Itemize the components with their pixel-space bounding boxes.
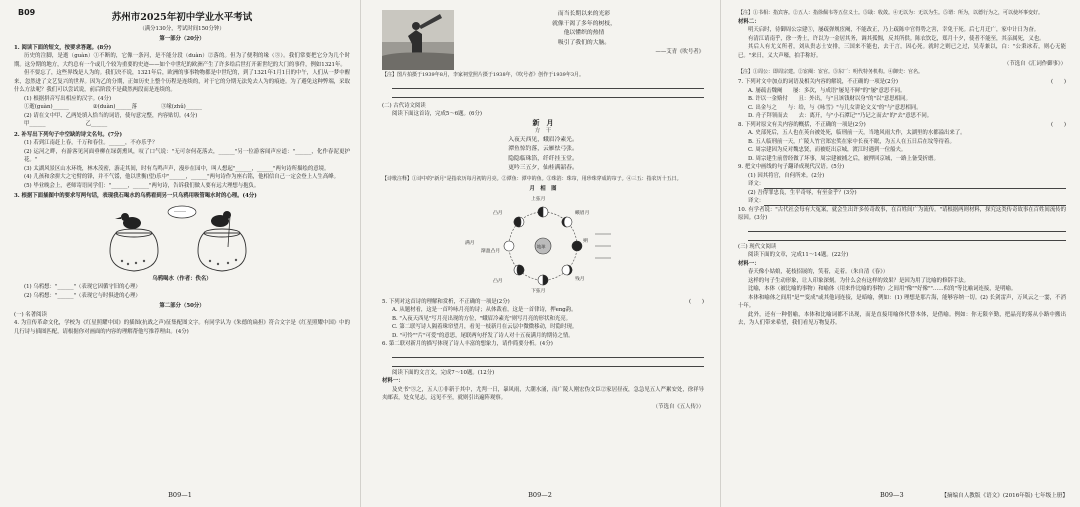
material-1-text: 及史书"③之，五人①非新于其中，尤判一日，暴风雨，大潮水涌，而广陵人刚宏伪文臣②家居昼夜，急急见五人严累安处，徐祥导夹邮表，处女见志，远见不至，就则引出遍阵观察。 xyxy=(382,386,704,401)
bugler-photo xyxy=(382,10,454,70)
q9-answer-a[interactable]: 译文： xyxy=(738,180,1066,189)
section-3-heading: (三) 现代文阅读 xyxy=(738,243,777,250)
q7-option[interactable]: B. 许以一金赂付 且：外出，与"且该钱财以身"的"以"意思相同。 xyxy=(748,96,911,102)
exam-code: B09 xyxy=(18,8,36,17)
thought-bubble-text: …… xyxy=(174,206,186,214)
page-footer-source: 【摘编自人教版《语文》(2016年版) 七年级上册】 xyxy=(941,493,1068,499)
q1-passage-2: 但不要忘了，这些界线是人为的。我们决不说，1321年后，欧洲的事事物物都是中世纪的，到了1321年1月1日的中午，人们从一梦中醒来，忽然进了文艺复兴的世界。因为乙的分期，正如历史上整个历程是连续的，对于它的分期无法免去人为的痕迹。为了避免这种弊端，采取什么方法呢？我们可以尝试说，前后阶段不是截然两段而是连续的。 xyxy=(14,70,350,93)
answer-line[interactable] xyxy=(392,81,704,89)
q7-intro: 阅读下面的文言文，完成7～10题。(12分) xyxy=(392,369,495,376)
phase-label: 凸月 xyxy=(493,278,503,284)
material-2-text: 明天启时，待御周公宗建⑤，屡疏弹规宦阉，不能改正，乃上疏陈中官得势之害，幸免于死。后七月迁广，家中计日为奋。 xyxy=(748,27,1040,33)
answer-line[interactable] xyxy=(392,90,704,98)
section-2-heading: (二) 古代诗文阅读 xyxy=(382,102,426,109)
q5-option[interactable]: B. "入夜天西见"写月亮出现的方位，"蛾眉冷素光"则写月亮的形状和光亮。 xyxy=(392,315,572,322)
q11-intro: 阅读下面的文章，完成11～14题。(22分) xyxy=(748,252,849,258)
q7-option[interactable]: D. 舟子拜领而去 去：离开，与"小石潭记""乃记之而去"的"去"意思不同。 xyxy=(748,113,933,119)
q8-option[interactable]: B. 五人临刑前一天，广陵人竹官郑宏奖在家中长夜不眠，为五人在五日后在坟等待着。 xyxy=(748,138,955,145)
material-2-note: 【注】①周公：即周宗建。②宦阉：宦官。③东厂：明代特务机构。④御史：官名。 xyxy=(738,68,924,75)
q5-option[interactable]: D. "可怜""片"可爱"的意思，尾联两句抒发了诗人对十五夜满月的期待之情。 xyxy=(392,332,574,339)
material-3-text: 比喻，本体（被比喻的事物）和喻体（用来作比喻的事物）之间用"像""好像""……似的"等比喻词连接，是明喻。 xyxy=(748,286,1017,292)
illustration-caption: 乌鸦喝水（作者：佚名） xyxy=(152,275,212,282)
material-2-text: 有清江请南乎，徐一秀士，许以为一金居其务，调其孤惆，反其所供。陈衣饮讫，郑月十夕，使者不能至，其亲属死，义也。 xyxy=(748,35,1045,42)
poem-intro: 阅读下面这首诗，完成5～6题。(6分) xyxy=(392,111,482,117)
poem-note: 【诗歌注释】①诗中的"新月"是指农历每月初的月亮。②潭鱼：潭中的鱼。③珠箔：珠帘，用珍珠穿成的帘子。④三五：指农历十五日。 xyxy=(382,175,682,182)
material-2-text: 其后人有尤义所者，刘从贵志士安排，三国来不能也，去于言，因心死。就时之则已之过，吴寿兼以，白："公秉冰若，则心无能已。"来日，义大声嚎，拍手称好。 xyxy=(738,44,1066,59)
q4-text: 4. 为宣传革命文化，学校为《红星照耀中国》的插图(抗战之声)征集配图文字。有同学认为《朱德的扁担》符合文字是《红星照耀中国》中的几行诗与插图匹配，请根据你对画面的内容的理解帮他写推荐理由。(4分) xyxy=(14,320,350,335)
page-footer: B09—3 xyxy=(880,491,904,499)
q1-sub2-a[interactable]: 甲______ xyxy=(24,121,46,127)
q1-passage: 历史的注脚，是逝（guàn）①不断的，它像一条河，是不能分段（duàn）②落的。但为了便利的缘（③）。我们常要把它分为几个时期。这分期的地方，大约总有一个或几个较为重要的史迹——如个中世纪的欧洲产生了许多给后世打开新世纪的大门的事件，例如1321年。 xyxy=(14,53,350,68)
phase-label: 朔 xyxy=(583,238,588,244)
page-1 xyxy=(0,0,360,507)
page-2 xyxy=(360,0,720,507)
phase-label: 渐盈凸月 xyxy=(481,248,501,254)
material-3-label: 材料一： xyxy=(738,260,760,267)
q1-sub1: (1) 根据拼音写出相应的汉字。(4分) xyxy=(24,95,112,102)
part2-heading: 第二部分（50分） xyxy=(159,303,205,309)
exam-subtitle: （满分130分，考试时间150分钟） xyxy=(139,25,225,32)
q2-item[interactable]: (3) 太湖风景区山水环绕，林木茂密，游走其间，时有鸟鸣声声，漫步在园中，叫人想起"______，______"两句诗所描绘的意境。 xyxy=(24,165,330,172)
poem-body-line: 隐隐临珠箔，纤纤挂玉堂。 xyxy=(508,155,578,162)
poem-title: 新 月 xyxy=(532,117,554,127)
q8-option[interactable]: A. 史部死后，五人也在英台被处死，临刑前一天，当地风雨大作，太湖里的水都溢出来了。 xyxy=(748,130,966,136)
q3-answer-a[interactable]: (1) 乌鸦想："______"（表现它因循守旧的心理） xyxy=(24,284,141,290)
q7-text: 7. 下列对文中加点的词语及相关内容的解说，不正确的一项是(2分) ( ) xyxy=(738,79,1066,85)
earth-label: 地球 xyxy=(537,243,546,249)
phase-label: 上弦月 xyxy=(531,196,546,202)
poem-line: 他以懂织的热情 xyxy=(563,30,605,36)
photo-note: 【注】图片拍摄于1939年8月，李家祠堂照片摄于1938年，《吹号者》创作于1939年3月。 xyxy=(382,72,585,78)
q6-text: 6. 第二联对新月的描写体现了诗人丰富的想象力，请作简要分析。(4分) xyxy=(382,341,553,347)
q1-sub1-a[interactable]: ①逝(guàn)______ xyxy=(24,104,69,110)
answer-line[interactable] xyxy=(748,224,1066,232)
q5-text: 5. 下列对这首诗的理解和赏析，不正确的一项是(2分) ( ) xyxy=(382,298,704,305)
q5-option[interactable]: A. 从题材看，这是一首吟咏月亮的诗；从体裁看，这是一首律诗，押eng韵。 xyxy=(392,307,577,313)
moon-phase-diagram xyxy=(463,194,623,296)
phase-label: 满月 xyxy=(465,240,475,246)
q9-sub-a: (1) 因其将官，自何所来。(2分) xyxy=(748,172,825,179)
q2-item[interactable]: (2) 运河之畔，有游客见河面垂柳在绿荫熏风，叹了口气说："无可奈何花落去，______"另一位游客闻声应道："______，化作春泥更护花。" xyxy=(24,148,350,163)
phase-label: 凸月 xyxy=(493,210,503,216)
q1-sub2-b[interactable]: 乙______ xyxy=(85,121,108,127)
q3-heading: 3. 根据下面插图中的要求写两句话，表现我石喝水的乌鸦看到另一只乌鸦用吸管喝水时的心理。(4分) xyxy=(14,193,257,199)
material-1-label: 材料一： xyxy=(382,378,404,384)
q8-option[interactable]: C. 周宗建因为反对魏忠贤，而被贬出京城，渡江时遇到一位船夫。 xyxy=(748,147,907,153)
q2-item[interactable]: (5) 毕业晚会上，老师寄语同学们："______，______"两句诗，告诉我们做人要有远大理想与抱负。 xyxy=(24,182,260,189)
poem-body-line: 更吟三五夕，仙桂满韶春。 xyxy=(508,165,578,171)
material-3-text: 这样的句子生动形象，让人印象深刻。为什么会有这样的效果？是因为用了比喻的修辞手法。 xyxy=(748,277,970,284)
q1-sub1-b[interactable]: ②(duàn)______落 xyxy=(92,104,137,110)
q8-option[interactable]: D. 周宗建生前曾经做了坏事，周宗建被捕之后，被押回京城，一路上备受折磨。 xyxy=(748,155,939,162)
answer-line[interactable] xyxy=(748,233,1066,241)
q1-sub2: (2) 请在文中甲、乙两处填入恰当的词语，使句意完整，内容贴切。(4分) xyxy=(24,112,198,119)
poem-line: 吸引了我们的大脑。 xyxy=(557,39,611,46)
poem-author: 方 干 xyxy=(534,128,552,134)
moon-phase-diagram-title: 月 相 图 xyxy=(529,186,557,192)
material-1-source: （节选自《五人传》） xyxy=(652,403,704,410)
q9-sub-b: (2) 吾得罪忠良，生平奇辱，有至金乎？(3分) xyxy=(748,189,857,196)
page-footer: B09—2 xyxy=(528,491,552,499)
q7-option[interactable]: C. 出金与之 与：给，与《咏雪》"与儿女讲论文义"的"与"意思相同。 xyxy=(748,104,922,111)
note-top: 【注】①书相：指宾客。②五人：指徐佩韦等五位义士。③戢：收敛。④无以为：无以为生。⑤谓：所为，以德行为之，可以使坏事变好。 xyxy=(738,10,1044,16)
poem-body-line: 潭鱼惊钓落，云雁怯弓张。 xyxy=(508,146,578,152)
material-3-text: 春天像小姑娘，花枝招展的，笑着，走着。（朱自清《春》） xyxy=(748,269,889,275)
q10-text: 10. 有学者说："古代社会每有大冤案，就会生出许多传奇故事，在百姓间广为流传。"请根据两则材料，探究这类传奇故事在百姓间流传的原因。(3分) xyxy=(738,206,1066,221)
material-3-text: 此外，还有一种借喻，本体和比喻词都不出现，而是直接用喻体代替本体，是借喻。例如：你无限辛勤，把晶亮的雾从小路中搬出去，为人们带来希望，我们看见万物复苏。 xyxy=(738,311,1066,326)
exam-title: 苏州市2025年初中学业水平考试 xyxy=(111,12,253,23)
q5-option[interactable]: C. 第二联写诗人隔着珠帘望月，看见一枝新月在云层中微微移动，时隐时现。 xyxy=(392,324,578,330)
page-3 xyxy=(720,0,1080,507)
phase-label: 蛾眉月 xyxy=(575,210,590,216)
section-1-heading: (一) 名著阅读 xyxy=(14,311,47,318)
material-3-text: 本体和喻体之间用"是""变成"或其他词连接，是暗喻，例如：(1) 理想是那片海，能够容纳一切。(2) 长剑雷声，万风云之一霎，不消十年。 xyxy=(738,294,1066,309)
phase-label: 下弦月 xyxy=(531,288,546,294)
answer-line[interactable] xyxy=(392,359,704,367)
q2-item[interactable]: (1) 若到江南赶上春，千万和春住。______，不亦乐乎？ xyxy=(24,140,158,146)
q2-heading: 2. 补写出下列句子中空缺的诗文名句。(7分) xyxy=(14,131,122,138)
q1-heading: 1. 阅读下面的短文，按要求答题。(8分) xyxy=(14,44,112,51)
q9-answer-b[interactable]: 译文： xyxy=(738,197,1066,206)
q3-answer-b[interactable]: (2) 乌鸦想："______"（表现它与时俱进的心理） xyxy=(24,292,141,299)
q2-item[interactable]: (4) 儿孩和余拼大之宅臂的锋，并不气馁，他以世衡(望)乐中"______，______"两句诗作为座右铭，他相信自己一定会登上人生高峰。 xyxy=(24,174,339,180)
material-2-label: 材料二： xyxy=(738,18,760,25)
poem-line: 而当长期以来的光彩 xyxy=(557,11,611,17)
q9-text: 9. 把文中画线的句子翻译成现代汉语。(5分) xyxy=(738,164,845,170)
q8-text: 8. 下列对原文有关内容的概括，不正确的一项是(2分) ( ) xyxy=(738,121,1066,128)
page-footer: B09—1 xyxy=(168,491,192,499)
poem-body-line: 入夜天西见，蛾眉冷素光。 xyxy=(508,136,578,143)
phase-label: 残月 xyxy=(575,276,585,282)
poem-line: 就像干渴了多年的树枝， xyxy=(552,20,616,27)
crow-illustration xyxy=(14,203,350,275)
poem-source: ——艾青《吹号者》 xyxy=(655,49,704,55)
q7-option[interactable]: A. 屡疏击魏阉 屡：多次，与成语"屡见不鲜"的"屡"意思不同。 xyxy=(748,87,906,94)
answer-line[interactable] xyxy=(392,350,704,358)
part1-heading: 第一部分（20分） xyxy=(159,36,205,42)
material-2-source: （节选自《汇词作御事》） xyxy=(1004,61,1066,67)
q1-sub1-c[interactable]: ③缘(zhǔ)______ xyxy=(161,104,202,110)
